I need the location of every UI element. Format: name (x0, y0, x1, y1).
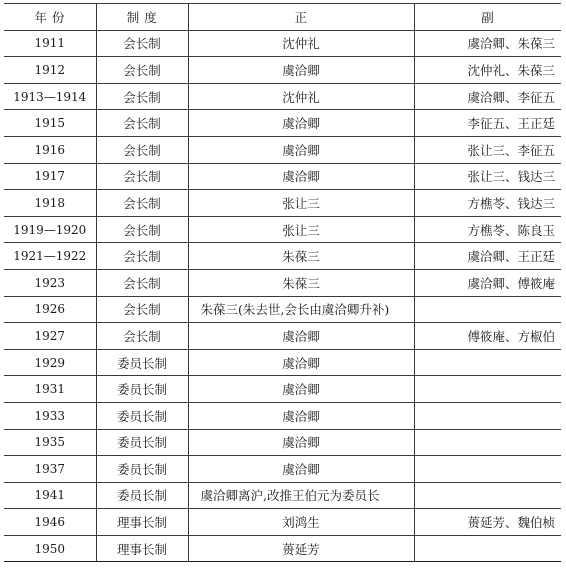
table-row (4, 535, 561, 562)
table-row (4, 349, 561, 376)
table-row (4, 163, 561, 190)
table-row (4, 57, 561, 84)
system-cell: 会长制 (96, 269, 188, 296)
main-cell: 朱葆三 (188, 243, 414, 270)
table-row (4, 429, 561, 456)
table-row (4, 402, 561, 429)
table-row (4, 83, 561, 110)
system-cell: 理事长制 (96, 535, 188, 562)
vice-cell: 傅筱庵、方椒伯 (414, 323, 561, 350)
year-cell: 1923 (4, 269, 96, 296)
year-cell: 1937 (4, 456, 96, 483)
vice-cell (414, 535, 561, 562)
system-cell: 会长制 (96, 110, 188, 137)
table-row (4, 482, 561, 509)
main-cell: 虞洽卿 (188, 402, 414, 429)
system-cell: 理事长制 (96, 509, 188, 536)
system-cell: 会长制 (96, 323, 188, 350)
main-cell: 虞洽卿离沪,改推王伯元为委员长 (188, 482, 414, 509)
year-cell: 1912 (4, 57, 96, 84)
main-cell: 朱葆三(朱去世,会长由虞洽卿升补) (188, 296, 414, 323)
vice-cell (414, 482, 561, 509)
system-cell: 委员长制 (96, 429, 188, 456)
year-cell: 1946 (4, 509, 96, 536)
system-cell: 委员长制 (96, 482, 188, 509)
system-cell: 会长制 (96, 136, 188, 163)
table-row (4, 243, 561, 270)
vice-cell (414, 456, 561, 483)
year-cell: 1911 (4, 30, 96, 57)
table-row (4, 269, 561, 296)
table-row (4, 190, 561, 217)
table-row (4, 216, 561, 243)
table-row (4, 296, 561, 323)
system-cell: 委员长制 (96, 349, 188, 376)
year-cell: 1926 (4, 296, 96, 323)
table-row (4, 110, 561, 137)
main-cell: 沈仲礼 (188, 83, 414, 110)
table-row (4, 323, 561, 350)
vice-cell: 虞洽卿、朱葆三 (414, 30, 561, 57)
year-cell: 1929 (4, 349, 96, 376)
vice-cell: 张让三、钱达三 (414, 163, 561, 190)
system-cell: 会长制 (96, 163, 188, 190)
vice-cell: 方樵苓、钱达三 (414, 190, 561, 217)
year-cell: 1931 (4, 376, 96, 403)
header-year: 年 份 (4, 4, 96, 31)
vice-cell: 张让三、李征五 (414, 136, 561, 163)
year-cell: 1935 (4, 429, 96, 456)
main-cell: 虞洽卿 (188, 349, 414, 376)
main-cell: 刘鸿生 (188, 509, 414, 536)
table-row (4, 30, 561, 57)
leadership-table (4, 3, 561, 562)
year-cell: 1950 (4, 535, 96, 562)
system-cell: 会长制 (96, 296, 188, 323)
main-cell: 虞洽卿 (188, 429, 414, 456)
system-cell: 会长制 (96, 190, 188, 217)
main-cell: 沈仲礼 (188, 30, 414, 57)
vice-cell (414, 376, 561, 403)
vice-cell: 李征五、王正廷 (414, 110, 561, 137)
main-cell: 张让三 (188, 216, 414, 243)
main-cell: 虞洽卿 (188, 57, 414, 84)
main-cell: 张让三 (188, 190, 414, 217)
table-row (4, 376, 561, 403)
year-cell: 1916 (4, 136, 96, 163)
year-cell: 1915 (4, 110, 96, 137)
year-cell: 1913—1914 (4, 83, 96, 110)
table-body (4, 30, 561, 562)
year-cell: 1941 (4, 482, 96, 509)
system-cell: 会长制 (96, 83, 188, 110)
header-main: 正 (188, 4, 414, 31)
main-cell: 朱葆三 (188, 269, 414, 296)
vice-cell: 虞洽卿、王正廷 (414, 243, 561, 270)
system-cell: 委员长制 (96, 402, 188, 429)
year-cell: 1918 (4, 190, 96, 217)
table-row (4, 456, 561, 483)
system-cell: 委员长制 (96, 376, 188, 403)
header-vice: 副 (414, 4, 561, 31)
vice-cell: 方樵苓、陈良玉 (414, 216, 561, 243)
system-cell: 会长制 (96, 57, 188, 84)
system-cell: 委员长制 (96, 456, 188, 483)
table-row (4, 136, 561, 163)
vice-cell: 蒉延芳、魏伯桢 (414, 509, 561, 536)
vice-cell: 沈仲礼、朱葆三 (414, 57, 561, 84)
header-system: 制 度 (96, 4, 188, 31)
table-row (4, 509, 561, 536)
system-cell: 会长制 (96, 243, 188, 270)
year-cell: 1933 (4, 402, 96, 429)
year-cell: 1921—1922 (4, 243, 96, 270)
main-cell: 虞洽卿 (188, 163, 414, 190)
main-cell: 虞洽卿 (188, 136, 414, 163)
main-cell: 虞洽卿 (188, 376, 414, 403)
vice-cell (414, 402, 561, 429)
header-row (4, 4, 561, 31)
system-cell: 会长制 (96, 216, 188, 243)
vice-cell: 虞洽卿、傅筱庵 (414, 269, 561, 296)
year-cell: 1919—1920 (4, 216, 96, 243)
vice-cell (414, 296, 561, 323)
year-cell: 1917 (4, 163, 96, 190)
year-cell: 1927 (4, 323, 96, 350)
main-cell: 虞洽卿 (188, 110, 414, 137)
vice-cell (414, 349, 561, 376)
main-cell: 蒉延芳 (188, 535, 414, 562)
main-cell: 虞洽卿 (188, 323, 414, 350)
vice-cell (414, 429, 561, 456)
vice-cell: 虞洽卿、李征五 (414, 83, 561, 110)
system-cell: 会长制 (96, 30, 188, 57)
main-cell: 虞洽卿 (188, 456, 414, 483)
